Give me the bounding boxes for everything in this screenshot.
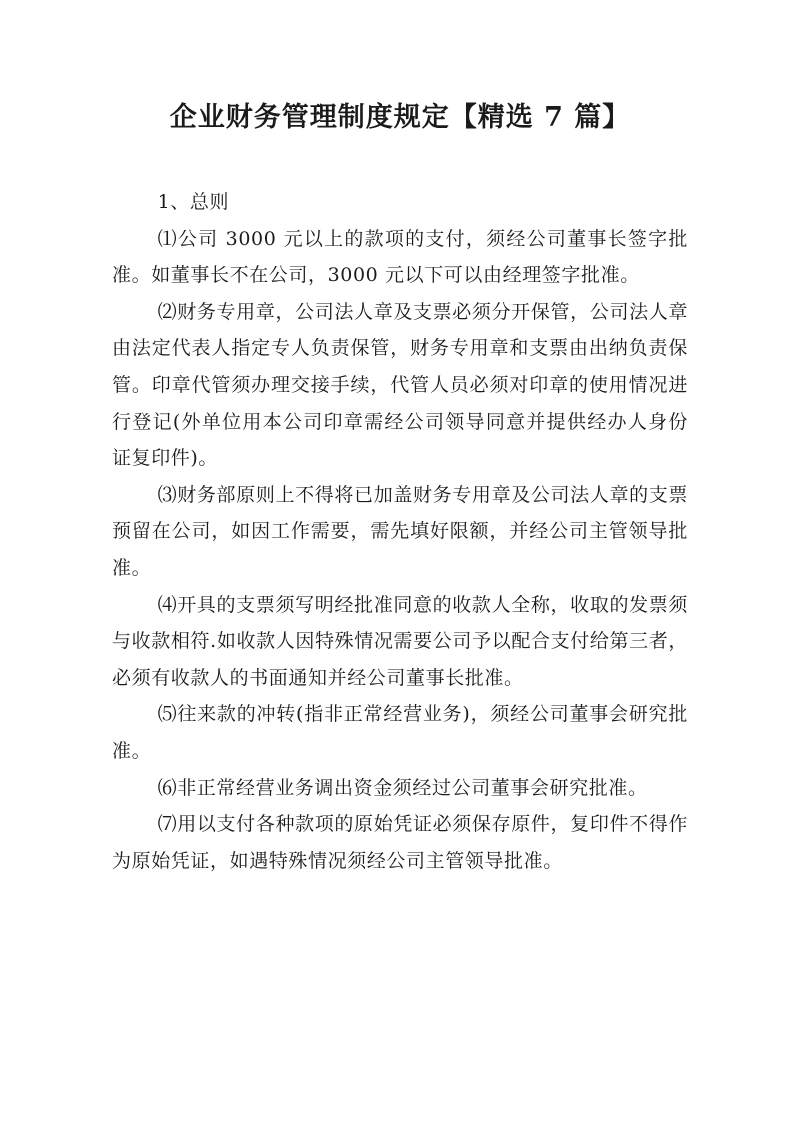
document-body xyxy=(112,184,688,879)
document-title: 企业财务管理制度规定【精选 7 篇】 xyxy=(169,102,631,133)
paragraph-3: ⑶财务部原则上不得将已加盖财务专用章及公司法人章的支票预留在公司，如因工作需要，需先填好限额，并经公司主管领导批准。 xyxy=(112,483,688,579)
paragraph-4: ⑷开具的支票须写明经批准同意的收款人全称，收取的发票须与收款相符.如收款人因特殊情况需要公司予以配合支付给第三者，必须有收款人的书面通知并经公司董事长批准。 xyxy=(112,593,688,689)
paragraph-6: ⑹非正常经营业务调出资金须经过公司董事会研究批准。 xyxy=(157,776,648,799)
section-heading: 1、总则 xyxy=(157,191,230,213)
paragraph-5: ⑸往来款的冲转(指非正常经营业务)，须经公司董事会研究批准。 xyxy=(112,703,688,762)
paragraph-7: ⑺用以支付各种款项的原始凭证必须保存原件，复印件不得作为原始凭证，如遇特殊情况须经公司主管领导批准。 xyxy=(112,813,688,872)
paragraph-2: ⑵财务专用章，公司法人章及支票必须分开保管，公司法人章由法定代表人指定专人负责保管，财务专用章和支票由出纳负责保管。印章代管须办理交接手续，代管人员必须对印章的使用情况进行登记(外单位用本公司印章需经公司领导同意并提供经办人身份证复印件)。 xyxy=(112,300,688,470)
paragraph-1: ⑴公司 3000 元以上的款项的支付，须经公司董事长签字批准。如董事长不在公司，3000 元以下可以由经理签字批准。 xyxy=(112,227,688,287)
